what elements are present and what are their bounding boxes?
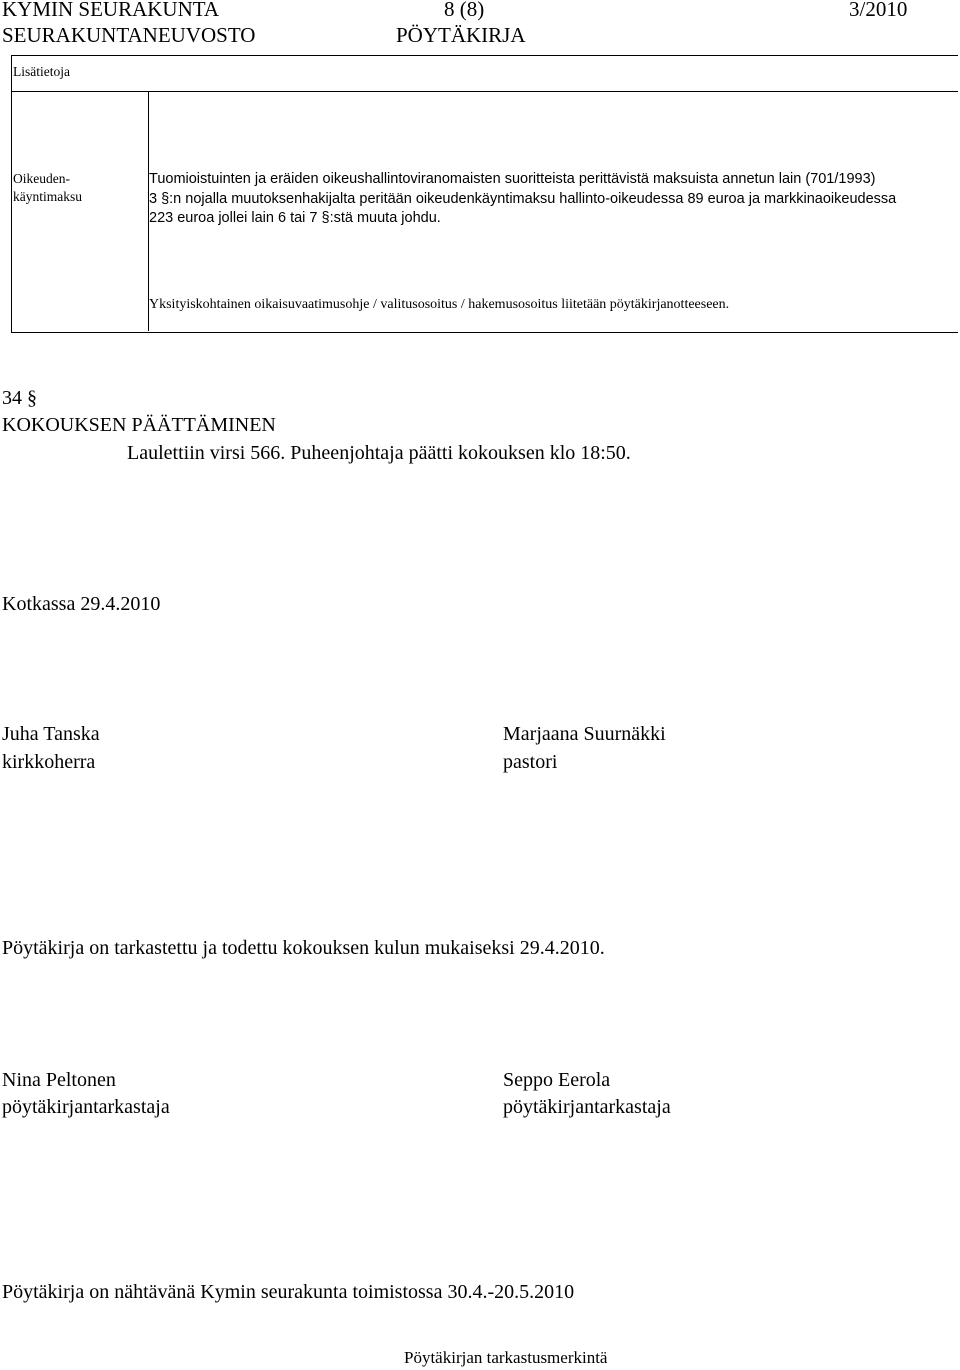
section-text: Laulettiin virsi 566. Puheenjohtaja päätti kokouksen klo 18:50.: [127, 442, 631, 464]
fee-label-line1: Oikeuden-: [13, 171, 70, 186]
signature-left-name: Juha Tanska: [2, 723, 100, 745]
org-name: KYMIN SEURAKUNTA: [2, 0, 220, 21]
info-label: Lisätietoja: [13, 64, 70, 79]
fee-text-line3: 223 euroa jollei lain 6 tai 7 §:stä muuta johdu.: [149, 210, 441, 226]
fee-label-line2: käyntimaksu: [13, 189, 82, 204]
body-name: SEURAKUNTANEUVOSTO: [2, 23, 256, 47]
place-date: Kotkassa 29.4.2010: [2, 593, 161, 615]
public-notice: Pöytäkirja on nähtävänä Kymin seurakunta toimistossa 30.4.-20.5.2010: [2, 1281, 575, 1303]
verification-statement: Pöytäkirja on tarkastettu ja todettu kokouksen kulun mukaiseksi 29.4.2010.: [2, 937, 605, 959]
section-number: 34 §: [2, 387, 37, 409]
fee-text-line1: Tuomioistuinten ja eräiden oikeushallintoviranomaisten suoritteista perittävistä maksuista annetun lain (701/1993): [149, 171, 876, 187]
verifier-left-title: pöytäkirjantarkastaja: [2, 1096, 170, 1118]
table-divider: [12, 91, 958, 92]
footer-note: Pöytäkirjan tarkastusmerkintä: [404, 1348, 608, 1367]
fee-text-line2: 3 §:n nojalla muutoksenhakijalta peritään oikeudenkäyntimaksu hallinto-oikeudessa 89 euroa ja markkinaoikeudessa: [149, 190, 897, 207]
appendix-note: Yksityiskohtainen oikaisuvaatimusohje / valitusosoitus / hakemusosoitus liitetään pöytäkirjanotteeseen.: [149, 297, 730, 312]
signature-right-name: Marjaana Suurnäkki: [503, 723, 666, 745]
verifier-right-name: Seppo Eerola: [503, 1069, 611, 1091]
verifier-right-title: pöytäkirjantarkastaja: [503, 1096, 671, 1118]
signature-left-title: kirkkoherra: [2, 751, 96, 773]
signature-right-title: pastori: [503, 751, 558, 773]
verifier-left-name: Nina Peltonen: [2, 1069, 116, 1091]
document-type: PÖYTÄKIRJA: [396, 23, 526, 47]
page-number: 8 (8): [444, 0, 485, 21]
document-number: 3/2010: [849, 0, 908, 21]
section-title: KOKOUKSEN PÄÄTTÄMINEN: [2, 414, 276, 436]
